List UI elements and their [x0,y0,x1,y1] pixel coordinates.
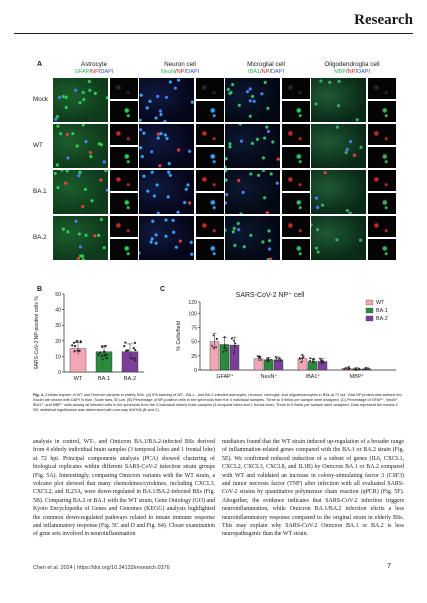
legend-label: BA.1 [376,308,388,314]
data-point [73,342,75,344]
data-point [345,368,347,370]
data-point [224,336,226,338]
micrograph-main [225,78,280,122]
data-point [101,358,103,360]
footer-citation: Chen et al. 2024 | https://doi.org/10.34133/research.0376 [33,565,170,571]
data-point [266,358,268,360]
data-point [74,345,76,347]
caption-text: Cellular tropism of WT and Omicron variants in elderly BSs. (A) IFA staining of WT-, BA.1-, and BA.2-infected astrocytes, neurons, microglia, and oligodendrocytes in BSs at 72 hpi. Viral NP protein was stained red. Nuclei are shown with DAPI in blue. Scale bars, 50 μm. (B) Percentage of NP-positive cells in the spheroids from the 4 individual samples. Three to 5 fields per sample were analyzed. (C) Percentage of GFAP⁺, NeuN⁺, IBA1⁺, and MBP⁺ cells among all infected cells in the spheroids from the 4 individual elderly brain samples (3 temporal lobes and 1 frontal lobe). Three to 5 fields per sample were analyzed. Data represent the means ± SD; statistical significance was determined with one-way ANOVA (B and C). [33,393,403,413]
marker-text: MBP [333,69,347,75]
figure-caption [33,393,403,413]
micrograph-inset [196,170,224,191]
data-point [216,338,218,340]
data-point [309,357,311,359]
data-point [101,346,103,348]
data-point [225,350,227,352]
data-point [353,369,355,371]
data-point [99,351,101,353]
data-point [347,369,349,371]
data-point [104,345,106,347]
data-point [124,341,126,343]
micrograph-inset [110,193,138,214]
y-axis-label: % Cells/field [176,321,182,351]
x-tick-label: MBP⁺ [349,374,365,380]
data-point [233,352,235,354]
data-point [356,369,358,371]
y-tick-label: 10 [55,354,61,361]
data-point [363,369,365,371]
data-point [134,349,136,351]
y-tick-label: 0 [58,370,61,376]
marker-text: / [355,69,357,75]
marker-text: / [89,69,92,75]
marker-text: / [260,69,262,75]
data-point [233,340,235,342]
y-tick-label: 0 [194,368,197,374]
caption-label: Fig. 4. [33,393,44,397]
micrograph-main [311,216,366,260]
legend-swatch [366,316,373,321]
micrograph-main [139,124,194,168]
marker-text: NP [347,69,356,75]
micrograph-inset [368,147,396,168]
data-point [365,368,367,370]
data-point [260,359,262,361]
data-point [367,367,369,369]
data-point [276,357,278,359]
micrograph-main [311,78,366,122]
data-point [215,346,217,348]
micrograph-inset [368,239,396,260]
data-point [309,360,311,362]
micrograph-inset [368,193,396,214]
data-point [320,359,322,361]
marker-text: NeuN [160,69,176,75]
data-point [231,337,233,339]
data-point [223,347,225,349]
micrograph-inset [110,170,138,191]
micrograph-inset [282,170,310,191]
data-point [222,351,224,353]
marker-text: DAPI [270,69,285,75]
data-point [80,341,82,343]
legend-label: BA.2 [376,316,388,322]
micrograph-inset [110,124,138,145]
micrograph-inset [368,216,396,237]
data-point [123,345,125,347]
micrograph-inset [196,78,224,99]
data-point [134,359,136,361]
column-markers [309,69,395,75]
micrograph-inset [282,239,310,260]
data-point [234,345,236,347]
micrograph-main [53,170,108,214]
page-number: 7 [387,563,391,570]
micrograph-inset [196,193,224,214]
marker-text: DAPI [100,69,114,75]
micrograph-inset [196,101,224,122]
data-point [275,360,277,362]
marker-text: / [98,69,101,75]
data-point [313,361,315,363]
panel-c-label: C [160,286,166,293]
marker-text: / [269,69,271,75]
y-tick-label: 50 [55,292,61,298]
data-point [131,357,133,359]
chart-title: SARS-CoV-2 NP⁺ cell [235,292,305,299]
y-tick-label: 20 [55,338,61,345]
x-tick-label: NeuN⁺ [260,374,278,380]
marker-text: IBA1 [247,69,261,75]
data-point [104,354,106,356]
y-tick-label: 50 [191,339,197,346]
micrograph-inset [110,101,138,122]
micrograph-inset [110,239,138,260]
data-point [266,359,268,361]
data-point [235,342,237,344]
x-tick-label: BA.1 [97,376,111,382]
data-point [299,358,301,360]
row-label: WT [33,142,43,149]
micrograph-inset [368,78,396,99]
data-point [106,357,108,359]
micrograph-inset [282,193,310,214]
header-rule [14,33,413,34]
y-tick-label: 100 [188,311,197,318]
row-label: BA.1 [33,188,47,195]
marker-text: GFAP [74,69,90,75]
micrograph-main [311,124,366,168]
panel-b-label: B [37,286,43,293]
marker-text: / [175,69,177,75]
micrograph-main [53,216,108,260]
column-title: Astrocyte [80,61,108,68]
data-point [225,348,227,350]
row-label: Mock [33,96,49,103]
panel-b-chart [30,288,158,388]
body-text-left: analysis in control, WT-, and Omicron BA.1/BA.2-infected BSs derived from 4 elderly individual brain samples (3 temporal lobes and 1 frontal lobe) at 72 hpi. Principal components analysis (PCA) showed clustering of biological replicates within different SARS-CoV-2 infection strain groups (Fig. 5A). Interestingly, comparing Omicron variants with the WT strain, a volcano plot showed that many chemokines/cytokines, including CXCL3, CXCL2, and IL23A, were down-regulated in BA.1/BA.2-infected BSs (Fig. 5B). Comparing BA.2 or BA.1 with the WT strain, Gene Ontology (GO) and Kyoto Encyclopedia of Genes and Genomes (KEGG) analysis highlighted the common down-regulated pathways related to innate immune response and inflammatory response (Fig. 5C and D and Fig. S4). Closer examination of gene sets involved in neuroinflammation [33,439,215,538]
data-point [213,335,215,337]
journal-header-title: Research [354,12,413,28]
micrograph-main [139,78,194,122]
data-point [270,359,272,361]
data-point [355,367,357,369]
data-point [133,357,135,359]
marker-text: NP [261,69,270,75]
x-tick-label: GFAP⁺ [216,374,234,380]
micrograph-inset [282,124,310,145]
data-point [312,358,314,360]
micrograph-inset [110,147,138,168]
data-point [79,350,81,352]
micrograph-main [139,216,194,260]
micrograph-inset [282,101,310,122]
column-markers [137,69,223,75]
legend-swatch [366,308,373,313]
marker-text: DAPI [356,69,371,75]
data-point [302,354,304,356]
micrograph-inset [196,216,224,237]
marker-text: NP [91,69,99,75]
legend-swatch [366,300,373,305]
data-point [76,340,78,342]
micrograph-main [139,170,194,214]
column-title: Oligodendroglia cell [324,61,380,68]
marker-text: / [346,69,348,75]
data-point [301,357,303,359]
data-point [103,351,105,353]
data-point [97,354,99,356]
x-tick-label: IBA1⁺ [305,374,321,380]
micrograph-main [225,124,280,168]
data-point [106,354,108,356]
data-point [134,342,136,344]
data-point [280,359,282,361]
y-tick-label: 30 [55,323,61,330]
legend-label: WT [376,300,385,306]
body-text-right: mediators found that the WT strain induced up-regulation of a broader range of inflammation-related genes compared with the BA.1 or BA.2 strain (Fig. 5E). We confirmed reduced induction of a subset of genes (IL6, CXCL1, CXCL2, CXCL3, CXCL8, and IL1B) by Omicron BA.1 or BA.2 compared with WT and validated an increase in colony-stimulating factor 3 (CSF3) and tumor necrosis factor (TNF) after infection with all evaluated SARS-CoV-2 strains by quantitative polymerase chain reaction (qPCR) (Fig. 5F). Altogether, the evidence indicates that SARS-CoV-2 infection triggers neuroinflammation, while Omicron BA.1/BA.2 infection elicits a less neuroinflammatory response compared to the original strain in elderly BSs. This may explain why SARS-CoV-2 Omicron BA.1 or BA.2 is less neuropathogenic than the WT strain. [222,439,404,538]
panel-a-label: A [37,61,43,68]
data-point [224,345,226,347]
y-tick-label: 25 [191,353,197,360]
micrograph-inset [368,124,396,145]
x-tick-label: WT [73,376,83,382]
data-point [213,347,215,349]
column-markers [223,69,309,75]
data-point [74,350,76,352]
micrograph-main [53,78,108,122]
y-axis-label: SARS-CoV-2 NP-positive cells % [34,296,40,370]
row-label: BA.2 [33,234,47,241]
micrograph-main [311,170,366,214]
data-point [127,349,129,351]
micrograph-inset [110,216,138,237]
data-point [101,355,103,357]
micrograph-inset [368,170,396,191]
micrograph-inset [282,216,310,237]
data-point [259,356,261,358]
data-point [211,345,213,347]
marker-text: / [184,69,187,75]
data-point [71,344,73,346]
micrograph-inset [282,147,310,168]
column-title: Microglial cell [247,61,285,68]
x-tick-label: BA.2 [123,376,137,382]
data-point [321,362,323,364]
micrograph-inset [196,124,224,145]
micrograph-main [225,170,280,214]
data-point [358,369,360,371]
data-point [343,369,345,371]
y-tick-label: 40 [55,307,61,314]
column-markers [51,69,137,75]
micrograph-inset [368,101,396,122]
marker-text: DAPI [186,69,200,75]
micrograph-inset [282,78,310,99]
micrograph-inset [196,239,224,260]
micrograph-main [225,216,280,260]
micrograph-inset [110,78,138,99]
panel-c-chart [160,288,406,388]
micrograph-main [53,124,108,168]
column-title: Neuron cell [164,61,196,68]
marker-text: NP [176,69,185,75]
y-tick-label: 120 [188,300,197,306]
data-point [133,347,135,349]
data-point [257,355,259,357]
y-tick-label: 75 [191,325,197,332]
data-point [300,361,302,363]
data-point [323,362,325,364]
micrograph-inset [196,147,224,168]
